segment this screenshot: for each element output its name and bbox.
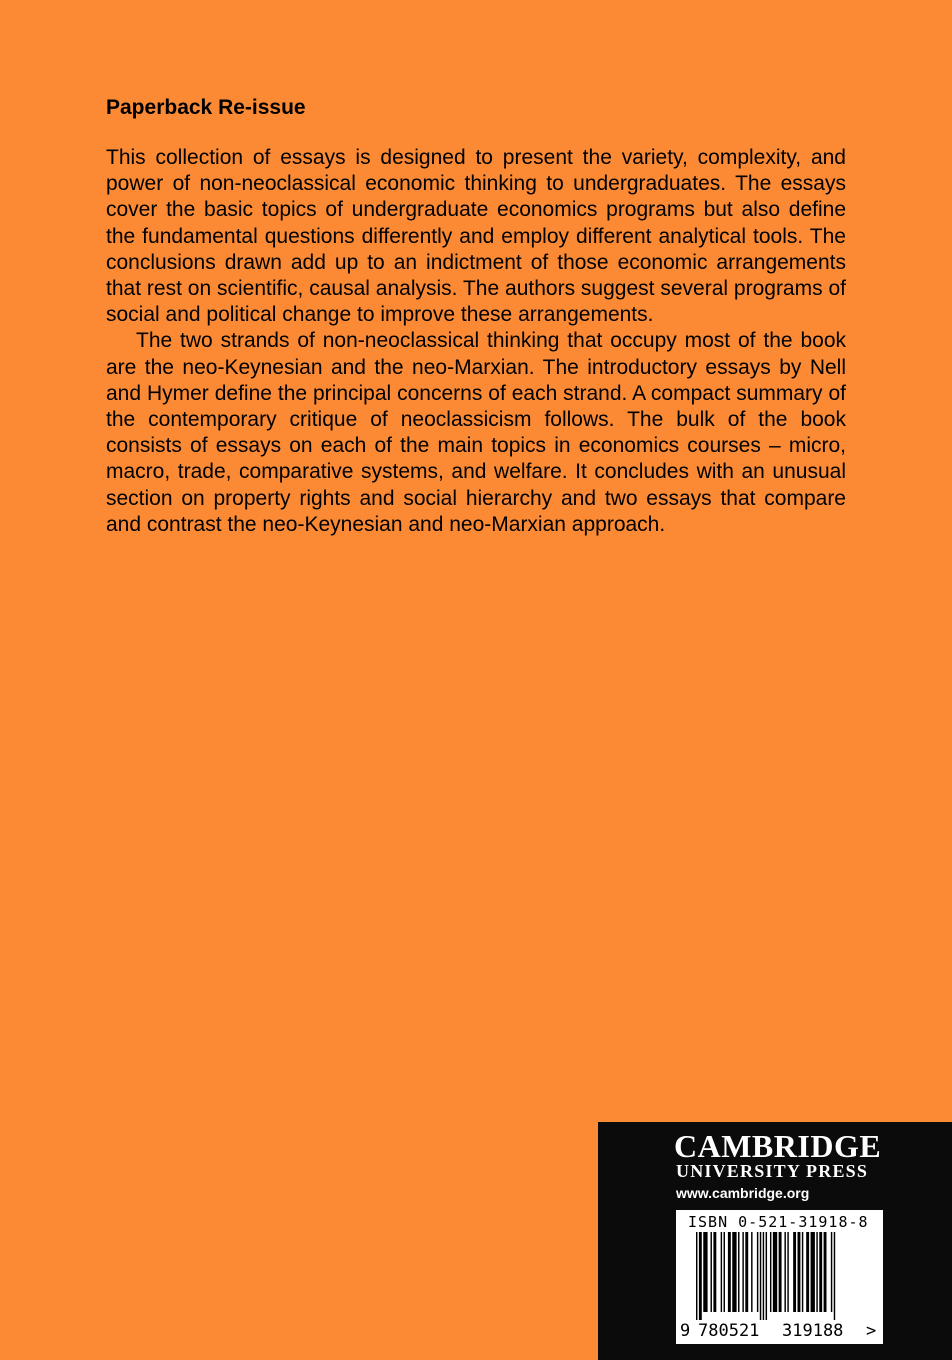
barcode-bar [831, 1232, 832, 1312]
edition-heading: Paperback Re-issue [106, 96, 306, 119]
barcode-bar [757, 1232, 758, 1312]
publisher-panel [598, 1122, 952, 1360]
isbn-number: ISBN 0-521-31918-8 [688, 1213, 869, 1231]
barcode-bar [721, 1232, 722, 1312]
barcode-bar [724, 1232, 725, 1312]
barcode-bar [834, 1232, 835, 1320]
barcode-bar [703, 1232, 707, 1312]
barcode-digits [676, 1320, 883, 1342]
barcode-bar [811, 1232, 815, 1312]
barcode-bar [713, 1232, 716, 1312]
barcode-bar [699, 1232, 702, 1320]
blurb-paragraph-2: The two strands of non-neoclassical thinking that occupy most of the book are the neo-Keynesian and the neo-Marxian. The introductory essays by Nell and Hymer define the principal concerns of each strand. A compact summary of the contemporary critique of neoclassicism follows. The bulk of the book consists of essays on each of the main topics in economics courses – micro, macro, trade, comparative systems, and welfare. It concludes with an unusual section on property rights and social hierarchy and two essays that compare and contrast the neo-Keynesian and neo-Marxian approach. [106, 329, 846, 536]
barcode-bar [766, 1232, 767, 1320]
barcode-bar [793, 1232, 796, 1312]
barcode-bar [816, 1232, 817, 1312]
publisher-subname: UNIVERSITY PRESS [676, 1161, 869, 1181]
barcode-bar [779, 1232, 782, 1312]
barcode-bar [696, 1232, 697, 1320]
barcode-bar [728, 1232, 731, 1312]
barcode-bar [770, 1232, 771, 1312]
barcode-bar [751, 1232, 752, 1312]
barcode-bar [711, 1232, 712, 1312]
barcode-bar [760, 1232, 761, 1320]
barcode-bar [738, 1232, 739, 1312]
barcode-bar [773, 1232, 777, 1312]
barcode-bar [824, 1232, 827, 1312]
barcode-bar [742, 1232, 743, 1312]
barcode-bar [787, 1232, 788, 1312]
barcode-bar [732, 1232, 736, 1312]
publisher-name: CAMBRIDGE [674, 1128, 882, 1164]
barcode-bar [802, 1232, 803, 1312]
publisher-url: www.cambridge.org [676, 1185, 810, 1201]
barcode-icon [676, 1232, 883, 1322]
blurb-paragraph-1: This collection of essays is designed to present the variety, complexity, and power of non-neoclassical economic thinking to undergraduates. The essays cover the basic topics of undergraduate economics programs but also define the fundamental questions differently and employ different analytical tools. The conclusions drawn add up to an indictment of those economic arrangements that rest on scientific, causal analysis. The authors suggest several programs of social and political change to improve these arrangements. [106, 146, 846, 327]
barcode-bar [763, 1232, 764, 1320]
barcode-digit-group-1: 780521 [698, 1321, 760, 1341]
barcode-digit-end: > [866, 1321, 877, 1341]
barcode-bar [806, 1232, 809, 1312]
barcode-label [676, 1210, 883, 1344]
barcode-bar [798, 1232, 801, 1312]
barcode-bar [745, 1232, 748, 1312]
barcode-bar [784, 1232, 785, 1312]
blurb-text [106, 145, 846, 538]
barcode-digit-lead: 9 [680, 1321, 691, 1341]
barcode-bar [819, 1232, 822, 1312]
barcode-digit-group-2: 319188 [782, 1321, 844, 1341]
